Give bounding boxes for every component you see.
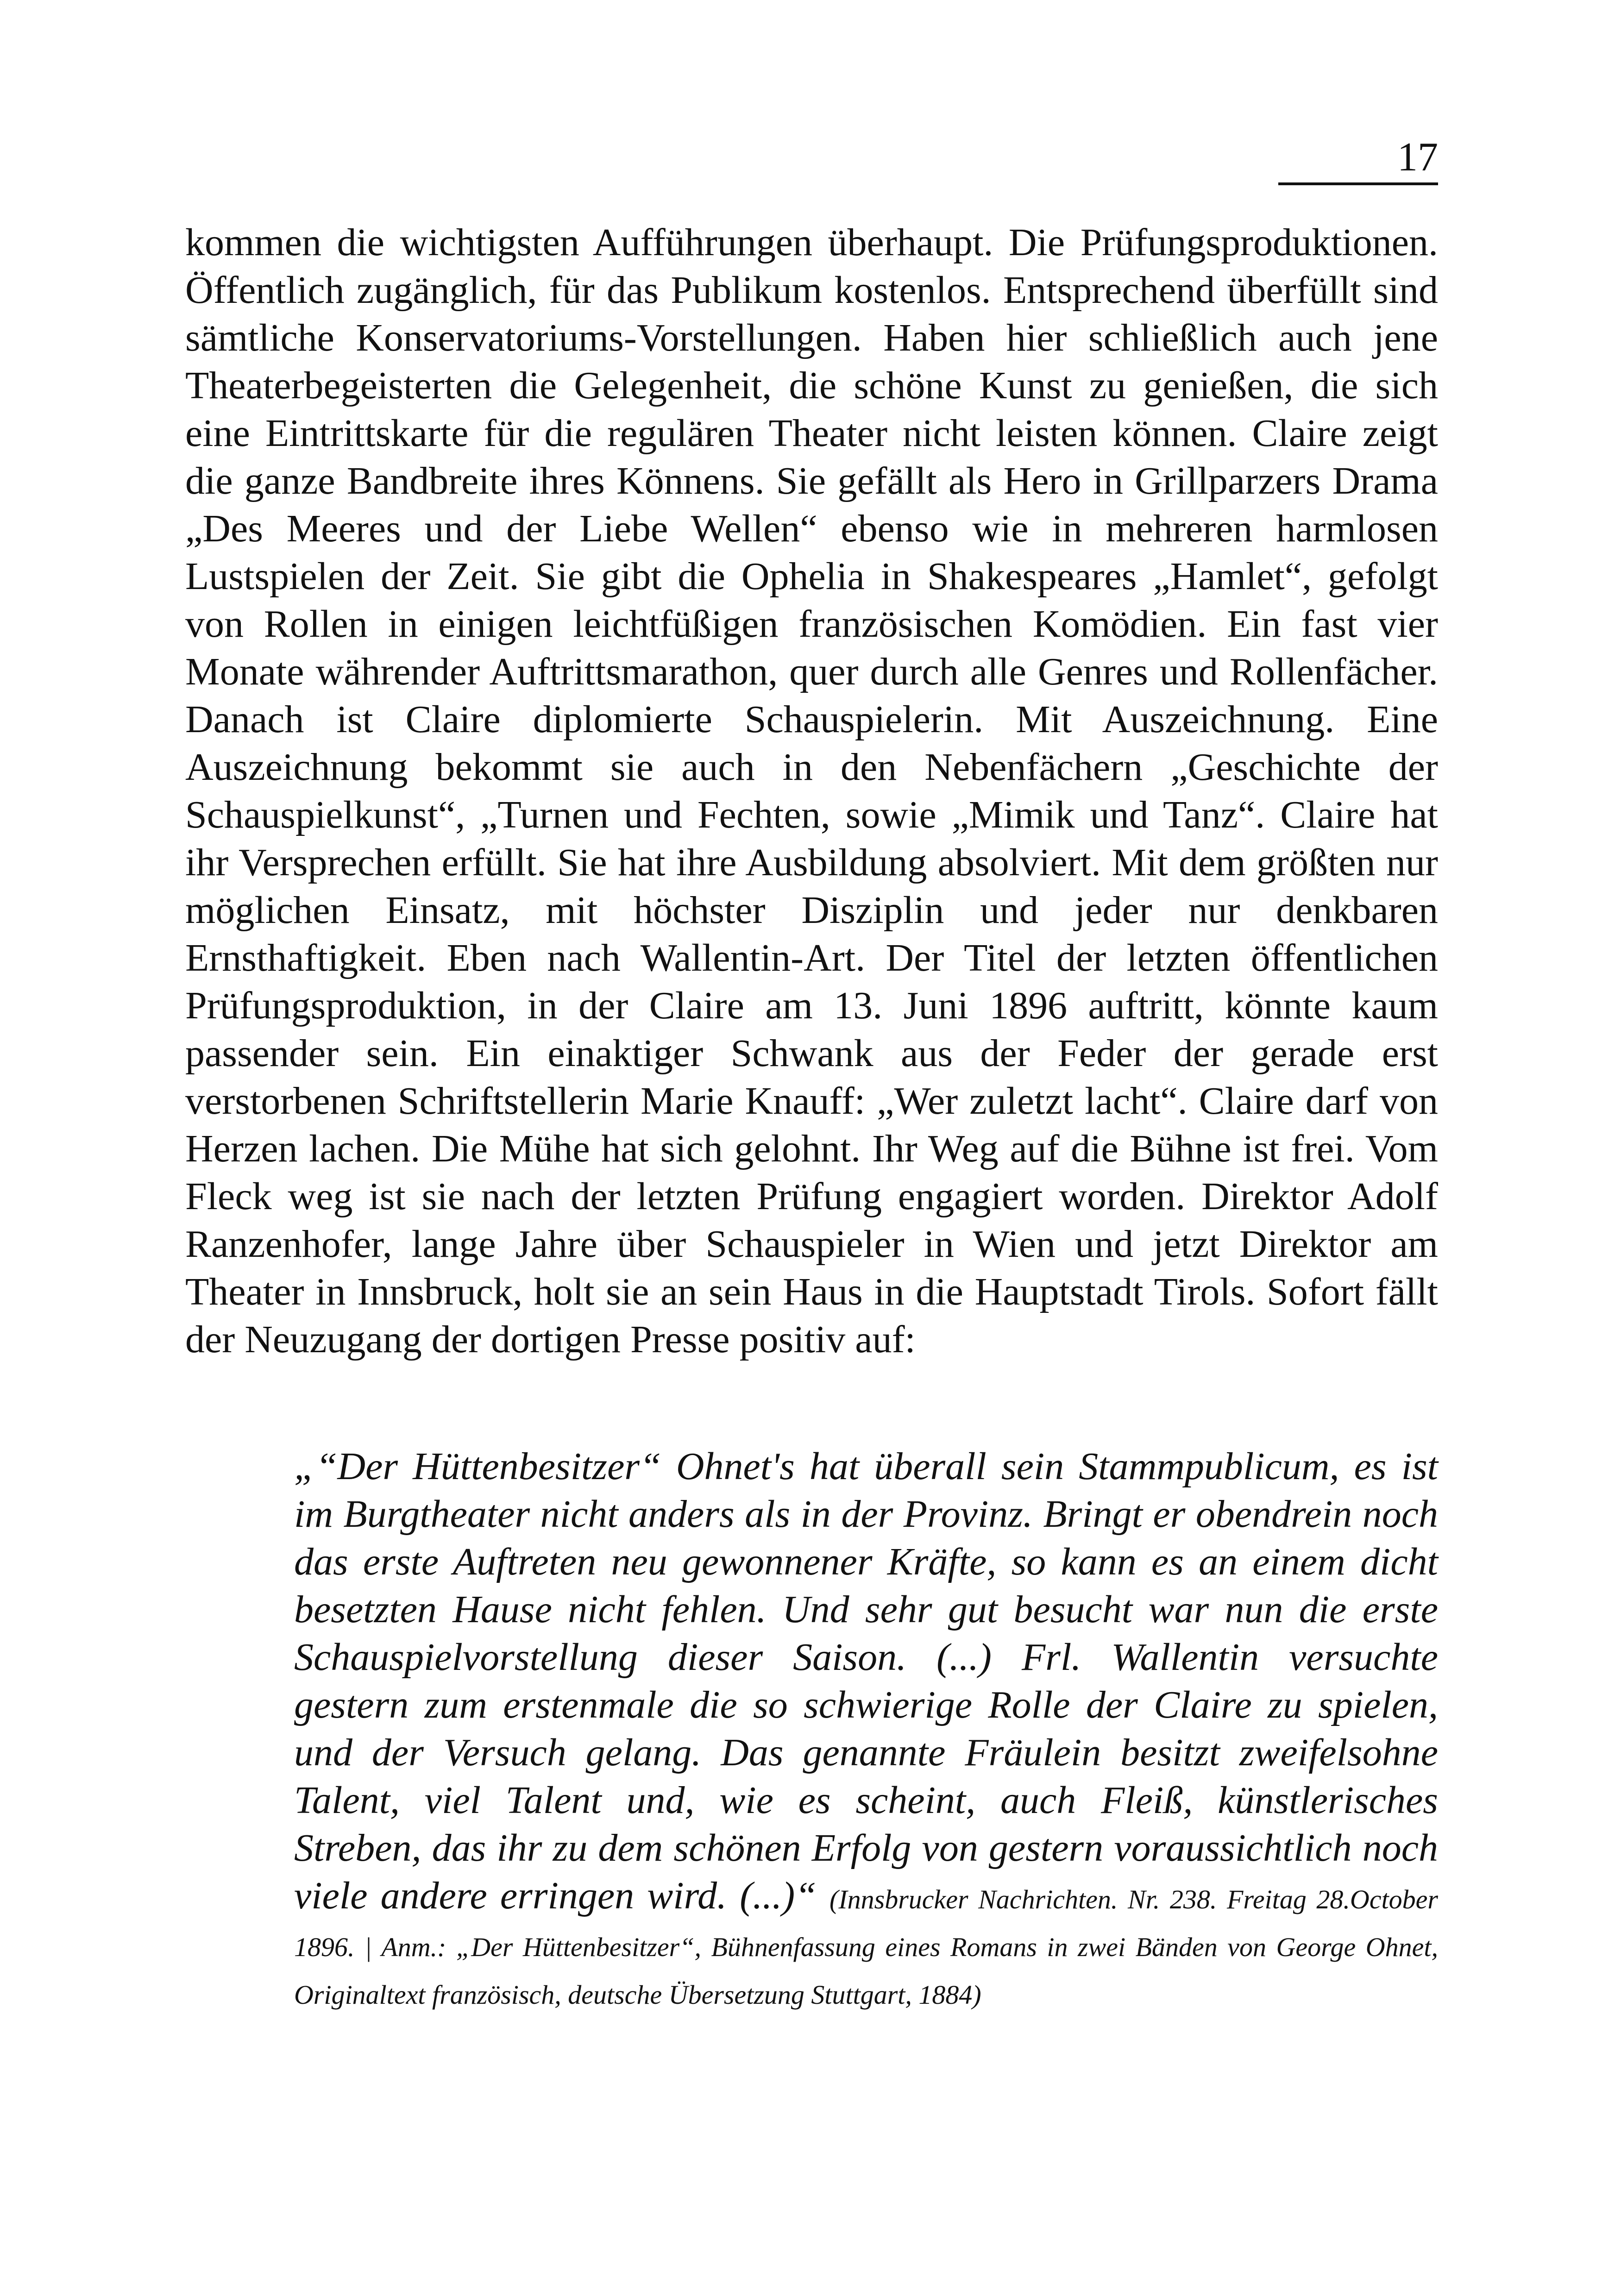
block-quote	[294, 1443, 1438, 2015]
quote-citation: (Innsbrucker Nachrichten. Nr. 238. Freitag 28.October 1896. | Anm.: „Der Hüttenbesitzer“, Bühnenfassung eines Romans in zwei Bänden von George Ohnet, Originaltext französisch, deutsche Übersetzung Stuttgart, 1884)	[294, 1884, 1438, 2010]
body-paragraph: kommen die wichtigsten Aufführungen überhaupt. Die Prüfungsproduktionen. Öffentlich zugänglich, für das Publikum kostenlos. Entsprechend überfüllt sind sämtliche Konservatoriums-Vorstellungen. Haben hier schließlich auch jene Theaterbegeisterten die Gelegenheit, die schöne Kunst zu genießen, die sich eine Eintrittskarte für die regulären Theater nicht leisten können. Claire zeigt die ganze Bandbreite ihres Könnens. Sie gefällt als Hero in Grillparzers Drama „Des Meeres und der Liebe Wellen“ ebenso wie in mehreren harmlosen Lustspielen der Zeit. Sie gibt die Ophelia in Shakespeares „Hamlet“, gefolgt von Rollen in einigen leichtfüßigen französischen Komödien. Ein fast vier Monate währender Auftrittsmarathon, quer durch alle Genres und Rollenfächer. Danach ist Claire diplomierte Schauspielerin. Mit Auszeichnung. Eine Auszeichnung bekommt sie auch in den Nebenfächern „Geschichte der Schauspielkunst“, „Turnen und Fechten, sowie „Mimik und Tanz“. Claire hat ihr Versprechen erfüllt. Sie hat ihre Ausbildung absolviert. Mit dem größten nur möglichen Einsatz, mit höchster Disziplin und jeder nur denkbaren Ernsthaftigkeit. Eben nach Wallentin-Art. Der Titel der letzten öffentlichen Prüfungsproduktion, in der Claire am 13. Juni 1896 auftritt, könnte kaum passender sein. Ein einaktiger Schwank aus der Feder der gerade erst verstorbenen Schriftstellerin Marie Knauff: „Wer zuletzt lacht“. Claire darf von Herzen lachen. Die Mühe hat sich gelohnt. Ihr Weg auf die Bühne ist frei. Vom Fleck weg ist sie nach der letzten Prüfung engagiert worden. Direktor Adolf Ranzenhofer, lange Jahre über Schauspieler in Wien und jetzt Direktor am Theater in Innsbruck, holt sie an sein Haus in die Hauptstadt Tirols. Sofort fällt der Neuzugang der dortigen Presse positiv auf:	[185, 221, 1438, 1361]
quote-ending: (...)“	[740, 1874, 817, 1917]
quote-text: „“Der Hüttenbesitzer“ Ohnet's hat überall sein Stammpublicum, es ist im Burgtheater nicht anders als in der Provinz. Bringt er obendrein noch das erste Auftreten neu gewonnener Kräfte, so kann es an einem dicht besetzten Hause nicht fehlen. Und sehr gut besucht war nun die erste Schauspielvorstellung dieser Saison. (...) Frl. Wallentin versuchte gestern zum erstenmale die so schwierige Rolle der Claire zu spielen, und der Versuch gelang. Das genannte Fräulein besitzt zweifelsohne Talent, viel Talent und, wie es scheint, auch Fleiß, künstlerisches Streben, das ihr zu dem schönen Erfolg von gestern voraussichtlich noch viele andere erringen wird.	[294, 1445, 1438, 1917]
page-number: 17	[1278, 134, 1438, 185]
